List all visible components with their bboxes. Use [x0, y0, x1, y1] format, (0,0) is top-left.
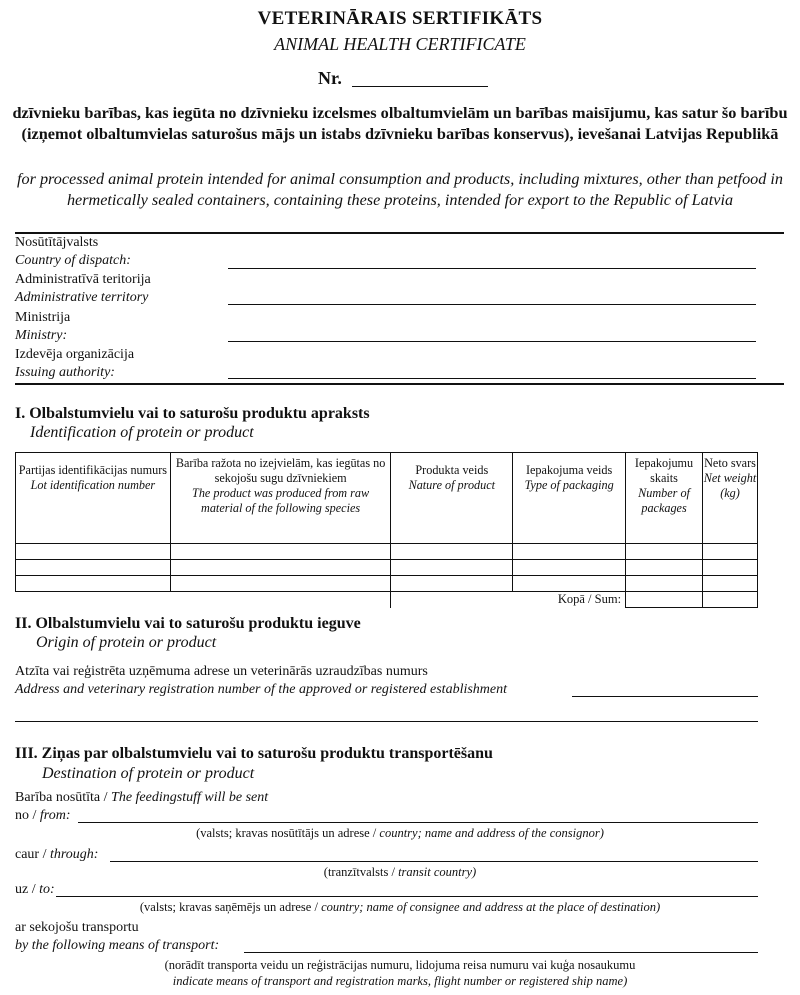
transport-field[interactable]: [244, 952, 758, 953]
territory-label-en: Administrative territory: [15, 290, 149, 305]
table-header-row: [16, 453, 758, 544]
transport-label-en: by the following means of transport:: [15, 938, 220, 953]
column-product-header: Produkta veids Nature of product: [391, 453, 513, 544]
from-note: (valsts; kravas nosūtītājs un adrese / country; name and address of the consignor): [196, 826, 604, 840]
address-label-lv: Atzīta vai reģistrēta uzņēmuma adrese un veterinārās uzraudzības numurs: [15, 664, 428, 679]
divider-top: [15, 232, 784, 234]
to-label: uz / to:: [15, 882, 55, 897]
section3-heading: III. Ziņas par olbalstumvielu vai to saturošu produktu transportēšanu: [15, 745, 493, 762]
territory-label-lv: Administratīvā teritorija: [15, 272, 151, 287]
divider-dispatch: [15, 383, 784, 385]
section1-subheading: Identification of protein or product: [30, 424, 254, 441]
certificate-subtitle: ANIMAL HEALTH CERTIFICATE: [274, 34, 526, 54]
address-label-en: Address and veterinary registration number of the approved or registered establishment: [15, 682, 508, 697]
transport-note-en: indicate means of transport and registration marks, flight number or registered ship name): [172, 974, 628, 988]
section1-heading: I. Olbalstumvielu vai to saturošu produktu apraksts: [15, 405, 370, 422]
table-sum-row: [16, 592, 758, 608]
address-field-line2[interactable]: [15, 721, 758, 722]
number-field[interactable]: [352, 86, 488, 87]
through-label: caur / through:: [15, 847, 99, 862]
authority-label-en: Issuing authority:: [15, 365, 115, 380]
country-label-en: Country of dispatch:: [15, 253, 131, 268]
ministry-label-lv: Ministrija: [15, 310, 71, 325]
heading-english: for processed animal protein intended for animal consumption and products, including mixtures, other than petfood in hermetically sealed containers, containing these proteins, intended for export to the Republic of Latvia: [17, 170, 783, 209]
table-row: [16, 560, 758, 576]
table-row: [16, 544, 758, 560]
to-note: (valsts; kravas saņēmējs un adrese / country; name of consignee and address at the place of destination): [139, 900, 661, 914]
from-field[interactable]: [78, 822, 758, 823]
sent-label: Barība nosūtīta / The feedingstuff will be sent: [15, 790, 269, 805]
authority-label-lv: Izdevēja organizācija: [15, 347, 135, 362]
column-species-header: Barība ražota no izejvielām, kas iegūtas no sekojošu sugu dzīvniekiem The product was produced from raw material of the following species: [170, 453, 391, 544]
territory-field[interactable]: [228, 304, 756, 305]
certificate-title: VETERINĀRAIS SERTIFIKĀTS: [257, 8, 543, 29]
transport-label-lv: ar sekojošu transportu: [15, 920, 139, 935]
column-packages-header: Iepakojumu skaits Number of packages: [626, 453, 703, 544]
transport-note-lv: (norādīt transporta veidu un reģistrācijas numuru, lidojuma reisa numuru vai kuģa nosaukumu: [164, 958, 636, 972]
sum-packages-cell[interactable]: [626, 592, 703, 608]
identification-table: [15, 452, 758, 608]
sum-weight-cell[interactable]: [703, 592, 758, 608]
section2-subheading: Origin of protein or product: [36, 634, 217, 651]
through-field[interactable]: [110, 861, 758, 862]
number-label: Nr.: [318, 68, 342, 88]
heading-latvian: dzīvnieku barības, kas iegūta no dzīvnieku izcelsmes olbaltumvielām un barības maisījumu, kas satur šo barību (izņemot olbaltumvielas saturošus mājs un istabs dzīvnieku barības konservus), ievešanai Latvijas Republikā: [12, 103, 788, 143]
to-field[interactable]: [56, 896, 758, 897]
through-note: (tranzītvalsts / transit country): [323, 865, 477, 879]
ministry-label-en: Ministry:: [15, 328, 68, 343]
from-label: no / from:: [15, 808, 71, 823]
column-lot-header: Partijas identifikācijas numurs Lot identification number: [16, 453, 171, 544]
address-field[interactable]: [572, 696, 758, 697]
table-row: [16, 576, 758, 592]
country-field[interactable]: [228, 268, 756, 269]
sum-label: Kopā / Sum:: [391, 592, 626, 608]
authority-field[interactable]: [228, 378, 756, 379]
section3-subheading: Destination of protein or product: [42, 765, 255, 782]
country-label-lv: Nosūtītājvalsts: [15, 235, 99, 250]
ministry-field[interactable]: [228, 341, 756, 342]
column-weight-header: Neto svars Net weight (kg): [703, 453, 758, 544]
column-packaging-header: Iepakojuma veids Type of packaging: [513, 453, 626, 544]
section2-heading: II. Olbalstumvielu vai to saturošu produktu ieguve: [15, 615, 361, 632]
